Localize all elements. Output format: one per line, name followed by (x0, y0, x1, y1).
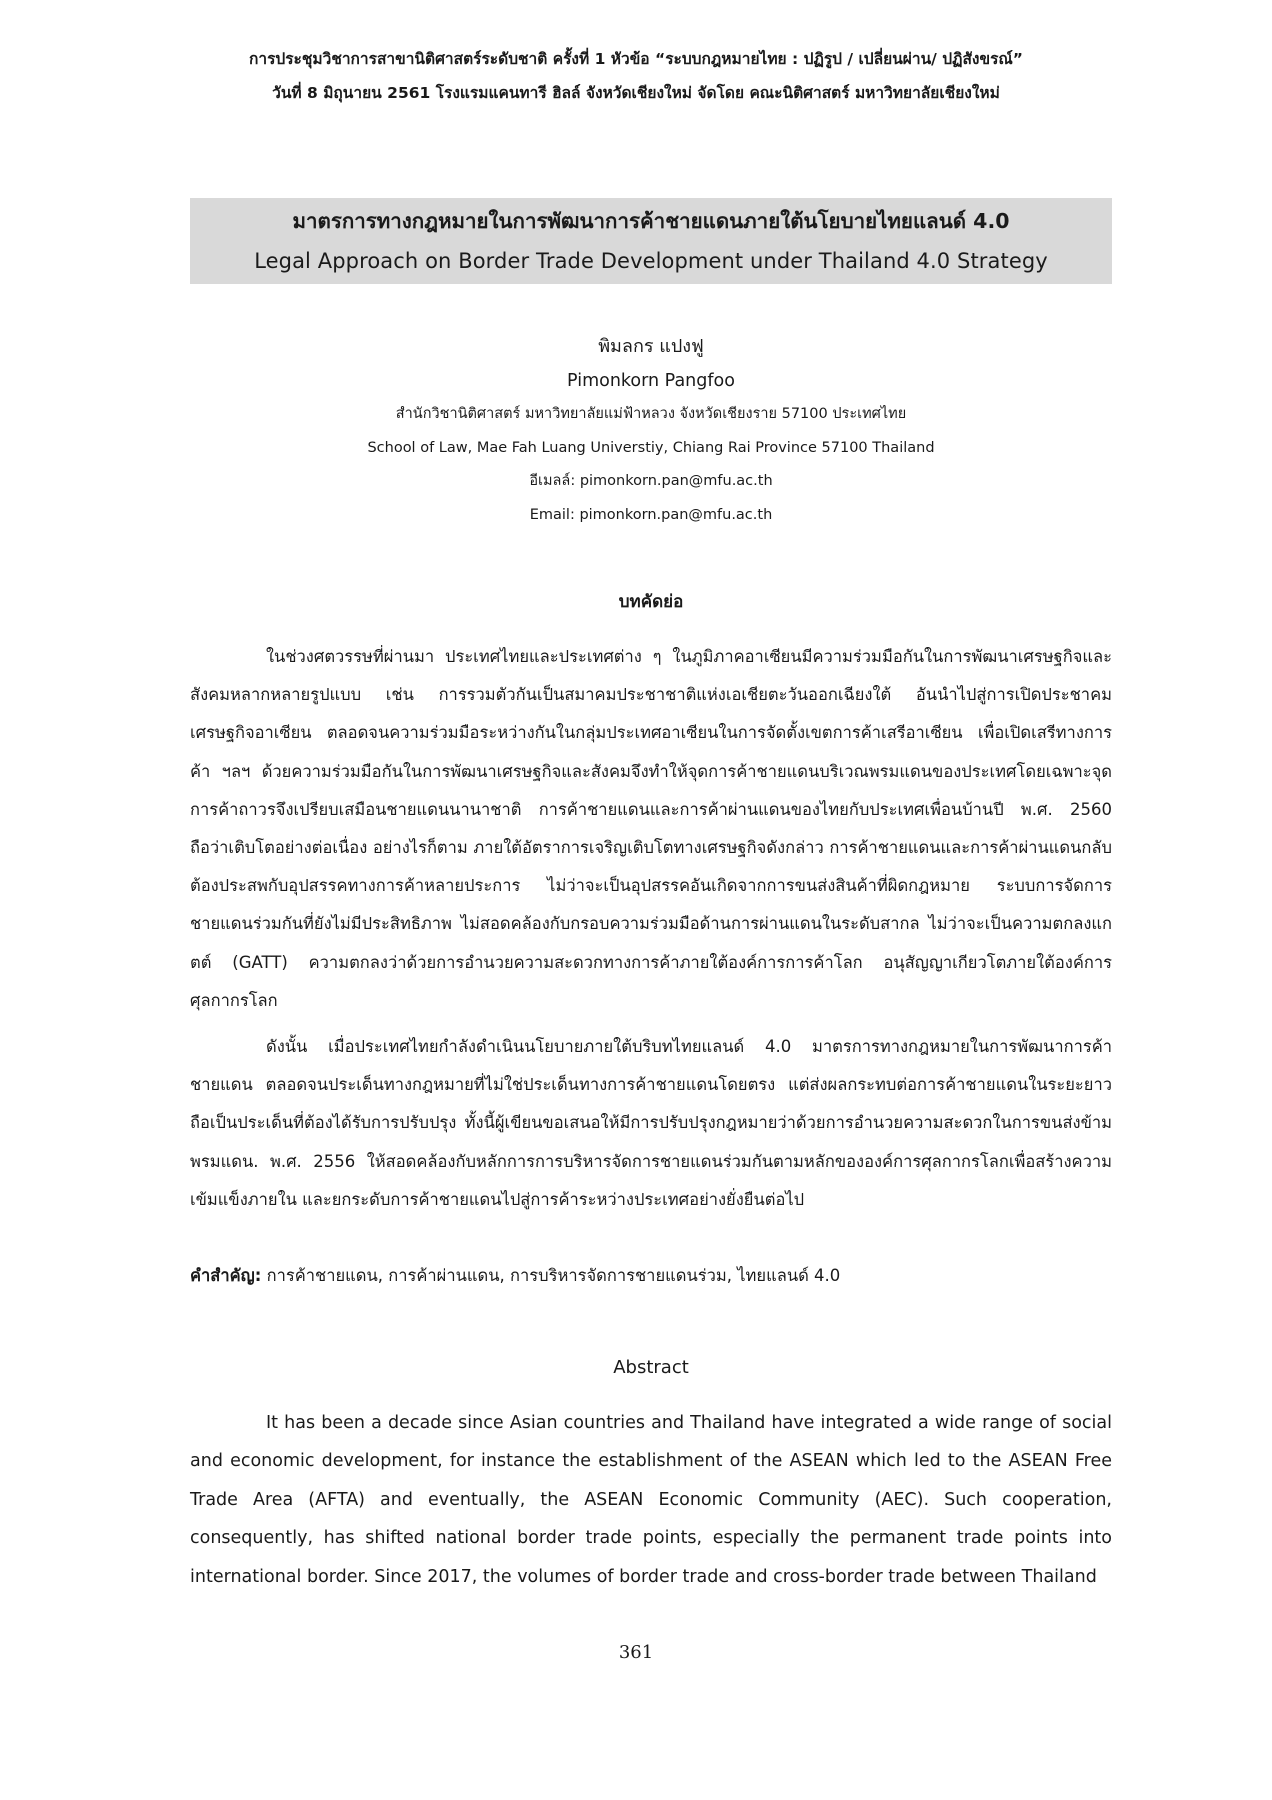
keywords (190, 1258, 1112, 1294)
affiliation-english: School of Law, Mae Fah Luang Universtiy, Chiang Rai Province 57100 Thailand (367, 439, 935, 456)
author-name-english: Pimonkorn Pangfoo (567, 371, 735, 391)
paper-title-english: Legal Approach on Border Trade Development under Thailand 4.0 Strategy (254, 249, 1048, 273)
author-block (190, 330, 1112, 532)
abstract-thai-paragraph-1: ในช่วงศตวรรษที่ผ่านมา ประเทศไทยและประเทศต่าง ๆ ในภูมิภาคอาเซียนมีความร่วมมือกันในการพัฒนาเศรษฐกิจและสังคมหลากหลายรูปแบบ เช่น การรวมตัวกันเป็นสมาคมประชาชาติแห่งเอเชียตะวันออกเฉียงใต้ อันนำไปสู่การเปิดประชาคมเศรษฐกิจอาเซียน ตลอดจนความร่วมมือระหว่างกันในกลุ่มประเทศอาเซียนในการจัดตั้งเขตการค้าเสรีอาเซียน เพื่อเปิดเสรีทางการค้า ฯลฯ ด้วยความร่วมมือกันในการพัฒนาเศรษฐกิจและสังคมจึงทำให้จุดการค้าชายแดนบริเวณพรมแดนของประเทศโดยเฉพาะจุดการค้าถาวรจึงเปรียบเสมือนชายแดนนานาชาติ การค้าชายแดนและการค้าผ่านแดนของไทยกับประเทศเพื่อนบ้านปี พ.ศ. 2560 ถือว่าเติบโตอย่างต่อเนื่อง อย่างไรก็ตาม ภายใต้อัตราการเจริญเติบโตทางเศรษฐกิจดังกล่าว การค้าชายแดนและการค้าผ่านแดนกลับต้องประสพกับอุปสรรคทางการค้าหลายประการ ไม่ว่าจะเป็นอุปสรรคอันเกิดจากการขนส่งสินค้าที่ผิดกฎหมาย ระบบการจัดการชายแดนร่วมกันที่ยังไม่มีประสิทธิภาพ ไม่สอดคล้องกับกรอบความร่วมมือด้านการผ่านแดนในระดับสากล ไม่ว่าจะเป็นความตกลงแกตต์ (GATT) ความตกลงว่าด้วยการอำนวยความสะดวกทางการค้าภายใต้องค์การการค้าโลก อนุสัญญาเกียวโตภายใต้องค์การศุลกากรโลก (190, 647, 1112, 1010)
abstract-english-heading: Abstract (613, 1357, 689, 1378)
author-name-thai: พิมลกร แปงฟู (598, 336, 704, 357)
keywords-label: คำสำคัญ: (190, 1266, 262, 1285)
conference-header (190, 42, 1082, 110)
conference-header-line-1: การประชุมวิชาการสาขานิติศาสตร์ระดับชาติ ครั้งที่ 1 หัวข้อ “ระบบกฎหมายไทย : ปฏิรูป / เปลี่ยนผ่าน/ ปฏิสังขรณ์” (248, 50, 1023, 68)
abstract-thai-body (190, 638, 1112, 1219)
keywords-list: การค้าชายแดน, การค้าผ่านแดน, การบริหารจัดการชายแดนร่วม, ไทยแลนด์ 4.0 (266, 1266, 841, 1285)
abstract-thai-paragraph-2: ดังนั้น เมื่อประเทศไทยกำลังดำเนินนโยบายภายใต้บริบทไทยแลนด์ 4.0 มาตรการทางกฎหมายในการพัฒนาการค้าชายแดน ตลอดจนประเด็นทางกฎหมายที่ไม่ใช่ประเด็นทางการค้าชายแดนโดยตรง แต่ส่งผลกระทบต่อการค้าชายแดนในระยะยาวถือเป็นประเด็นที่ต้องได้รับการปรับปรุง ทั้งนี้ผู้เขียนขอเสนอให้มีการปรับปรุงกฎหมายว่าด้วยการอำนวยความสะดวกในการขนส่งข้ามพรมแดน. พ.ศ. 2556 ให้สอดคล้องกับหลักการการบริหารจัดการชายแดนร่วมกันตามหลักขององค์การศุลกากรโลกเพื่อสร้างความเข้มแข็งภายใน และยกระดับการค้าชายแดนไปสู่การค้าระหว่างประเทศอย่างยั่งยืนต่อไป (190, 1037, 1112, 1209)
abstract-english-body (190, 1404, 1112, 1596)
paper-title-box (190, 198, 1112, 284)
page-number: 361 (618, 1642, 654, 1663)
affiliation-thai: สำนักวิชานิติศาสตร์ มหาวิทยาลัยแม่ฟ้าหลวง จังหวัดเชียงราย 57100 ประเทศไทย (395, 406, 907, 422)
paper-title-thai: มาตรการทางกฎหมายในการพัฒนาการค้าชายแดนภายใต้นโยบายไทยแลนด์ 4.0 (292, 209, 1010, 233)
abstract-english-paragraph-1: It has been a decade since Asian countries and Thailand have integrated a wide range of social and economic development, for instance the establishment of the ASEAN which led to the ASEAN Free Trade Area (AFTA) and eventually, the ASEAN Economic Community (AEC). Such cooperation, consequently, has shifted national border trade points, especially the permanent trade points into international border. Since 2017, the volumes of border trade and cross-border trade between Thailand (190, 1413, 1112, 1587)
email-thai: อีเมลล์: pimonkorn.pan@mfu.ac.th (529, 473, 773, 489)
email-english: Email: pimonkorn.pan@mfu.ac.th (529, 506, 773, 523)
conference-header-line-2: วันที่ 8 มิถุนายน 2561 โรงแรมแคนทารี ฮิลล์ จังหวัดเชียงใหม่ จัดโดย คณะนิติศาสตร์ มหาวิทยาลัยเชียงใหม่ (272, 84, 1000, 102)
abstract-thai-heading: บทคัดย่อ (618, 592, 684, 612)
